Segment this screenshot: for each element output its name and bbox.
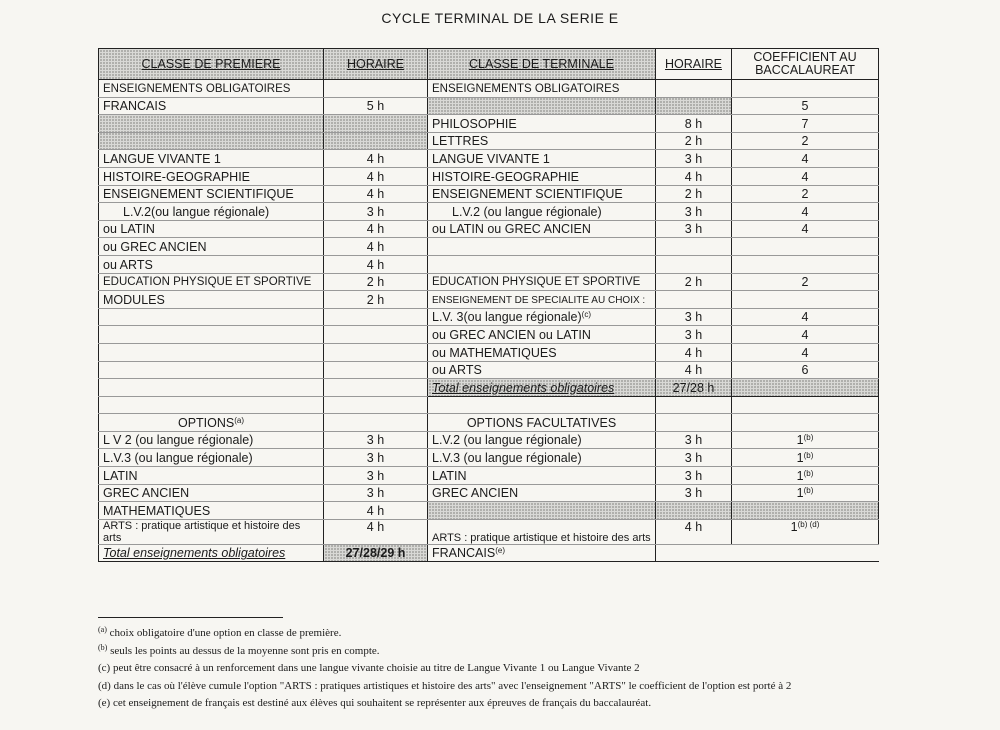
footnote-b: $^{(b)}$ seuls les points au dessus de la moyenne sont pris en compte.: [98, 642, 380, 657]
hours-cell: 2 h: [324, 291, 428, 309]
table-row: [99, 115, 879, 133]
hours-cell: 3 h: [656, 220, 732, 238]
table-cell: [732, 544, 879, 562]
subject-cell: ENSEIGNEMENT DE SPECIALITE AU CHOIX :: [428, 291, 656, 309]
table-row: [99, 167, 879, 185]
table-cell: [428, 396, 656, 414]
coefficient-cell: 4: [732, 203, 879, 221]
subject-cell: ou LATIN ou GREC ANCIEN: [428, 220, 656, 238]
table-cell: [732, 414, 879, 432]
hours-cell: 4 h: [656, 167, 732, 185]
subject-cell: HISTOIRE-GEOGRAPHIE: [99, 167, 324, 185]
footnote-ref-c: (c): [581, 310, 591, 320]
table-row: [99, 185, 879, 203]
hours-cell: 3 h: [324, 449, 428, 467]
table-row: [99, 519, 879, 544]
hours-cell: 5 h: [324, 97, 428, 115]
subject-cell: [428, 238, 656, 256]
table-cell: [99, 379, 324, 397]
table-row: [99, 238, 879, 256]
hours-cell: 4 h: [324, 220, 428, 238]
table-cell: [324, 414, 428, 432]
hours-cell: [656, 238, 732, 256]
coefficient-cell: 4: [732, 308, 879, 326]
hours-cell: 3 h: [324, 467, 428, 485]
subject-cell: ou ARTS: [99, 255, 324, 273]
subject-cell: [99, 132, 324, 150]
hours-cell: [324, 308, 428, 326]
hours-cell: 2 h: [656, 273, 732, 291]
subject-cell: L V 2 (ou langue régionale): [99, 431, 324, 449]
table-cell: [656, 544, 732, 562]
hours-cell: 4 h: [324, 150, 428, 168]
hours-cell: [656, 255, 732, 273]
coefficient-cell: 4: [732, 220, 879, 238]
coefficient-cell: 4: [732, 326, 879, 344]
header-terminale: CLASSE DE TERMINALE: [428, 49, 656, 80]
footnote-d: (d) dans le cas où l'élève cumule l'option "ARTS : pratiques artistiques et histoire des arts" avec l'enseignement "ARTS" le coefficient de l'option est porté à 2: [98, 679, 792, 692]
table-cell: [324, 80, 428, 98]
subject-cell: FRANCAIS$^{(e)}$: [428, 544, 656, 562]
table-row: [99, 544, 879, 562]
subject-cell: MODULES: [99, 291, 324, 309]
subject-cell: ou LATIN: [99, 220, 324, 238]
subject-cell: [99, 115, 324, 133]
table-row: [99, 220, 879, 238]
footnotes: [98, 625, 968, 713]
table-cell: [656, 80, 732, 98]
table-row: [99, 203, 879, 221]
hours-cell: [324, 361, 428, 379]
table-header-row: [99, 49, 879, 80]
subject-cell: LANGUE VIVANTE 1: [99, 150, 324, 168]
subject-cell: FRANCAIS: [99, 97, 324, 115]
table-row: [99, 255, 879, 273]
table-row: [99, 396, 879, 414]
table-row: [99, 273, 879, 291]
footnote-c: (c) peut être consacré à un renforcement dans une langue vivante choisie au titre de Langue Vivante 1 ou Langue Vivante 2: [98, 662, 640, 674]
subject-cell: [99, 361, 324, 379]
coefficient-cell: 6: [732, 361, 879, 379]
total-label: Total enseignements obligatoires: [428, 379, 656, 397]
coefficient-cell: 5: [732, 97, 879, 115]
hours-cell: 3 h: [656, 308, 732, 326]
options-heading: OPTIONS$^{(a)}$: [99, 414, 324, 432]
footnote-ref-a: (a): [234, 415, 245, 425]
hours-cell: 3 h: [324, 203, 428, 221]
subject-cell: ou ARTS: [428, 361, 656, 379]
coefficient-cell: $1^{(b) (d)}$: [732, 519, 879, 544]
table-row: [99, 502, 879, 520]
table-row: [99, 308, 879, 326]
subject-cell: HISTOIRE-GEOGRAPHIE: [428, 167, 656, 185]
coefficient-cell: 1$^{(b)}$: [732, 431, 879, 449]
subject-cell: ou GREC ANCIEN: [99, 238, 324, 256]
coefficient-cell: 4: [732, 343, 879, 361]
hours-cell: 2 h: [656, 132, 732, 150]
subject-cell: [99, 308, 324, 326]
table-cell: [656, 414, 732, 432]
hours-cell: 3 h: [656, 326, 732, 344]
subject-cell: MATHEMATIQUES: [99, 502, 324, 520]
table-row: [99, 326, 879, 344]
hours-cell: 4 h: [324, 519, 428, 544]
table-cell: [324, 396, 428, 414]
hours-cell: [324, 115, 428, 133]
subject-cell: ou GREC ANCIEN ou LATIN: [428, 326, 656, 344]
hours-cell: 4 h: [324, 255, 428, 273]
hours-cell: 3 h: [324, 431, 428, 449]
header-horaire-terminale: HORAIRE: [656, 49, 732, 80]
coefficient-cell: 7: [732, 115, 879, 133]
hours-cell: 2 h: [656, 185, 732, 203]
table-row: [99, 449, 879, 467]
hours-cell: [656, 502, 732, 520]
section-label: ENSEIGNEMENTS OBLIGATOIRES: [99, 80, 324, 98]
hours-cell: 2 h: [324, 273, 428, 291]
hours-cell: 4 h: [656, 343, 732, 361]
coefficient-cell: 2: [732, 185, 879, 203]
total-label: Total enseignements obligatoires: [99, 544, 324, 562]
coefficient-cell: [732, 502, 879, 520]
hours-cell: 3 h: [656, 150, 732, 168]
hours-cell: 4 h: [324, 502, 428, 520]
subject-cell: LETTRES: [428, 132, 656, 150]
subject-cell: ARTS : pratique artistique et histoire des arts: [428, 519, 656, 544]
hours-cell: [324, 326, 428, 344]
hours-cell: 3 h: [656, 467, 732, 485]
footnote-divider: [98, 617, 283, 618]
hours-cell: 3 h: [656, 484, 732, 502]
coefficient-cell: 2: [732, 273, 879, 291]
subject-cell: [428, 97, 656, 115]
subject-cell: GREC ANCIEN: [428, 484, 656, 502]
hours-cell: [656, 291, 732, 309]
table-row: [99, 431, 879, 449]
subject-cell: ENSEIGNEMENT SCIENTIFIQUE: [428, 185, 656, 203]
header-horaire-premiere: HORAIRE: [324, 49, 428, 80]
subject-cell: ARTS : pratique artistique et histoire des arts: [99, 519, 324, 544]
table-row: [99, 379, 879, 397]
subject-cell: PHILOSOPHIE: [428, 115, 656, 133]
table-cell: [732, 80, 879, 98]
curriculum-table: [98, 48, 879, 562]
table-row: [99, 414, 879, 432]
subject-cell: L.V. 3(ou langue régionale)$^{(c)}$: [428, 308, 656, 326]
subject-cell: [428, 255, 656, 273]
coefficient-cell: 4: [732, 150, 879, 168]
header-premiere: CLASSE DE PREMIERE: [99, 49, 324, 80]
table-row: [99, 132, 879, 150]
table-row: [99, 97, 879, 115]
coefficient-cell: [732, 238, 879, 256]
hours-cell: 3 h: [656, 431, 732, 449]
page-title: CYCLE TERMINAL DE LA SERIE E: [381, 10, 619, 26]
header-coefficient: COEFFICIENT AU BACCALAUREAT: [732, 49, 879, 80]
table-row: [99, 150, 879, 168]
hours-cell: 3 h: [656, 203, 732, 221]
subject-cell: LATIN: [99, 467, 324, 485]
subject-cell: GREC ANCIEN: [99, 484, 324, 502]
hours-cell: 4 h: [324, 238, 428, 256]
table-cell: [732, 379, 879, 397]
subject-cell: L.V.2(ou langue régionale): [99, 203, 324, 221]
total-hours: 27/28/29 h: [324, 544, 428, 562]
table-cell: [99, 396, 324, 414]
subject-cell: LANGUE VIVANTE 1: [428, 150, 656, 168]
subject-cell: ou MATHEMATIQUES: [428, 343, 656, 361]
subject-cell: L.V.3 (ou langue régionale): [428, 449, 656, 467]
hours-cell: [656, 97, 732, 115]
total-hours: 27/28 h: [656, 379, 732, 397]
coefficient-cell: 4: [732, 167, 879, 185]
hours-cell: [324, 343, 428, 361]
hours-cell: 4 h: [656, 519, 732, 544]
subject-cell: EDUCATION PHYSIQUE ET SPORTIVE: [428, 273, 656, 291]
subject-cell: EDUCATION PHYSIQUE ET SPORTIVE: [99, 273, 324, 291]
table-row: [99, 343, 879, 361]
subject-cell: LATIN: [428, 467, 656, 485]
table-row: [99, 361, 879, 379]
coefficient-cell: [732, 291, 879, 309]
footnote-e: (e) cet enseignement de français est destiné aux élèves qui souhaitent se représenter aux épreuves de français du baccalauréat.: [98, 697, 652, 709]
subject-cell: [428, 502, 656, 520]
hours-cell: 8 h: [656, 115, 732, 133]
hours-cell: 3 h: [656, 449, 732, 467]
hours-cell: 4 h: [324, 167, 428, 185]
coefficient-cell: 2: [732, 132, 879, 150]
hours-cell: 4 h: [656, 361, 732, 379]
subject-cell: ENSEIGNEMENT SCIENTIFIQUE: [99, 185, 324, 203]
subject-cell: [99, 343, 324, 361]
options-facultatives-heading: OPTIONS FACULTATIVES: [428, 414, 656, 432]
hours-cell: [324, 132, 428, 150]
subject-cell: L.V.3 (ou langue régionale): [99, 449, 324, 467]
subject-cell: L.V.2 (ou langue régionale): [428, 203, 656, 221]
coefficient-cell: 1$^{(b)}$: [732, 467, 879, 485]
table-row: [99, 467, 879, 485]
table-cell: [656, 396, 732, 414]
coefficient-cell: 1$^{(b)}$: [732, 484, 879, 502]
hours-cell: 4 h: [324, 185, 428, 203]
table-row: [99, 80, 879, 98]
table-cell: [324, 379, 428, 397]
section-label: ENSEIGNEMENTS OBLIGATOIRES: [428, 80, 656, 98]
table-cell: [732, 396, 879, 414]
coefficient-cell: [732, 255, 879, 273]
table-row: [99, 291, 879, 309]
footnote-a: $^{(a)}$ choix obligatoire d'une option en classe de première.: [98, 625, 342, 639]
subject-cell: L.V.2 (ou langue régionale): [428, 431, 656, 449]
coefficient-cell: 1$^{(b)}$: [732, 449, 879, 467]
subject-cell: [99, 326, 324, 344]
hours-cell: 3 h: [324, 484, 428, 502]
table-row: [99, 484, 879, 502]
